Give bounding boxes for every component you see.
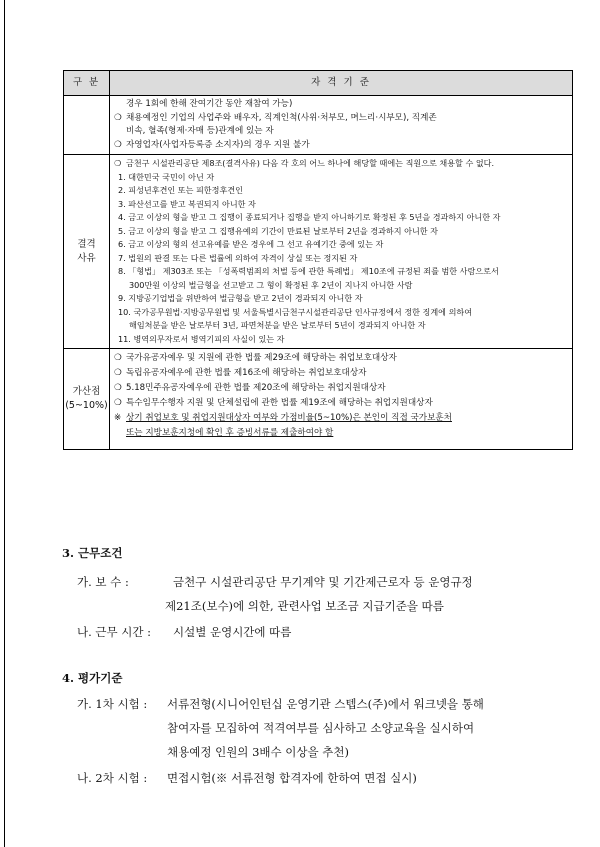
list-item: 3. 파산선고를 받고 복권되지 아니한 자 <box>118 198 256 209</box>
page-left-border <box>4 0 5 847</box>
text-line: 특수임무수행자 지원 및 단체설립에 관한 법률 제19조에 해당하는 취업지원대상자 <box>126 398 433 408</box>
text-line: 자영업자(사업자등록증 소지자)의 경우 지원 불가 <box>126 139 310 150</box>
bullet-icon: ❍ <box>114 112 122 123</box>
pay-text: 금천구 시설관리공단 무기계약 및 기간제근로자 등 운영규정 <box>173 575 473 589</box>
category-label: 가산점 <box>72 386 101 397</box>
category-disqualification <box>64 155 110 349</box>
pay-text: 제21조(보수)에 의한, 관련사업 보조금 지급기준을 따름 <box>165 599 444 613</box>
text-line: 금천구 시설관리공단 제8조(결격사유) 다음 각 호의 어느 하나에 해당할 때에는 직원으로 채용할 수 없다. <box>126 158 495 168</box>
list-item: 해임처분을 받은 날로부터 3년, 파면처분을 받은 날로부터 5년이 경과되지 아니한 자 <box>129 320 426 330</box>
bullet-icon: ❍ <box>114 383 122 393</box>
pay-label: 가. 보 수 : <box>77 575 129 589</box>
category-label: (5~10%) <box>65 400 108 411</box>
bullet-icon: ❍ <box>114 139 122 150</box>
first-exam-label: 가. 1차 시험 : <box>77 697 148 711</box>
second-exam-label: 나. 2차 시험 : <box>77 771 148 785</box>
list-item: 4. 금고 이상의 형을 받고 그 집행이 종료되거나 집행을 받지 아니하기로 확정된 후 5년을 경과하지 아니한 자 <box>118 212 501 222</box>
category-bonus <box>64 349 110 450</box>
header-category: 구 분 <box>64 71 110 96</box>
category-cell-empty <box>64 96 110 155</box>
text-line: 비속, 혈족(형제·자매 등)관계에 있는 자 <box>126 126 274 136</box>
note-mark: ※ <box>114 413 122 423</box>
category-label: 사유 <box>77 252 96 264</box>
header-criteria: 자 격 기 준 <box>110 71 573 96</box>
list-item: 5. 금고 이상의 형을 받고 그 집행유예의 기간이 만료된 날로부터 2년을 경과하지 아니한 자 <box>118 225 438 236</box>
criteria-cell <box>110 155 573 349</box>
table-row-disqualification <box>64 155 573 349</box>
bullet-icon: ❍ <box>114 368 122 378</box>
list-item: 7. 법원의 판결 또는 다른 법률에 의하여 자격이 상실 또는 정지된 자 <box>118 252 358 263</box>
text-line: 국가유공자예우 및 지원에 관한 법률 제29조에 해당하는 취업보호대상자 <box>126 353 397 363</box>
text-line: 경우 1회에 한해 잔여기간 동안 재참여 가능) <box>126 99 293 109</box>
list-item: 9. 지방공기업법을 위반하여 벌금형을 받고 2년이 경과되지 아니한 자 <box>118 293 363 303</box>
list-item: 10. 국가공무원법·지방공무원법 및 서울특별시금천구시설관리공단 인사규정에서 정한 징계에 의하여 <box>118 306 473 317</box>
list-item: 11. 병역의무자로서 병역기피의 사실이 있는 자 <box>118 333 285 344</box>
section-4-title: 4. 평가기준 <box>62 671 123 685</box>
bullet-icon: ❍ <box>114 398 122 408</box>
text-line: 독립유공자예우에 관한 법률 제16조에 해당하는 취업보호대상자 <box>126 368 367 378</box>
criteria-cell <box>110 96 573 155</box>
criteria-cell <box>110 349 573 450</box>
first-exam-text: 채용예정 인원의 3배수 이상을 추천) <box>167 745 349 759</box>
list-item: 6. 금고 이상의 형의 선고유예를 받은 경우에 그 선고 유예기간 중에 있는 자 <box>118 239 384 249</box>
list-item: 1. 대한민국 국민이 아닌 자 <box>118 171 215 182</box>
second-exam-text: 면접시험(※ 서류전형 합격자에 한하여 면접 실시) <box>167 771 417 785</box>
bullet-icon: ❍ <box>114 353 122 363</box>
note-text: 또는 지방보훈지청에 확인 후 증빙서류를 제출하여야 함 <box>126 428 334 438</box>
table-row-bonus <box>64 349 573 450</box>
note-text: 상기 취업보호 및 취업지원대상자 여부와 가점비율(5~10%)은 본인이 직접 국가보훈처 <box>126 413 452 423</box>
section-3-title: 3. 근무조건 <box>62 546 123 560</box>
text-line: 채용예정인 기업의 사업주와 배우자, 직계인척(사위·처부모, 며느리·시부모), 직계존 <box>126 112 437 123</box>
hours-label: 나. 근무 시간 : <box>77 625 152 639</box>
first-exam-text: 서류전형(시니어인턴십 운영기관 스텝스(주)에서 워크넷을 통해 <box>167 697 484 711</box>
first-exam-text: 참여자를 모집하여 적격여부를 심사하고 소양교육을 실시하여 <box>167 721 475 735</box>
qualification-table <box>63 70 573 450</box>
text-line: 5.18민주유공자예우에 관한 법률 제20조에 해당하는 취업지원대상자 <box>126 383 386 393</box>
bullet-icon: ❍ <box>114 158 122 168</box>
list-item: 300만원 이상의 벌금형을 선고받고 그 형이 확정된 후 2년이 지나지 아니한 사람 <box>129 279 413 290</box>
hours-text: 시설별 운영시간에 따름 <box>173 625 292 639</box>
list-item: 2. 피성년후견인 또는 피한정후견인 <box>118 185 243 195</box>
category-label: 결격 <box>77 238 96 250</box>
list-item: 8. 「형법」 제303조 또는 「성폭력범죄의 처벌 등에 관한 특례법」 제10조에 규정된 죄를 범한 사람으로서 <box>118 266 499 276</box>
table-row-continued <box>64 96 573 155</box>
table-header-row <box>64 71 573 96</box>
